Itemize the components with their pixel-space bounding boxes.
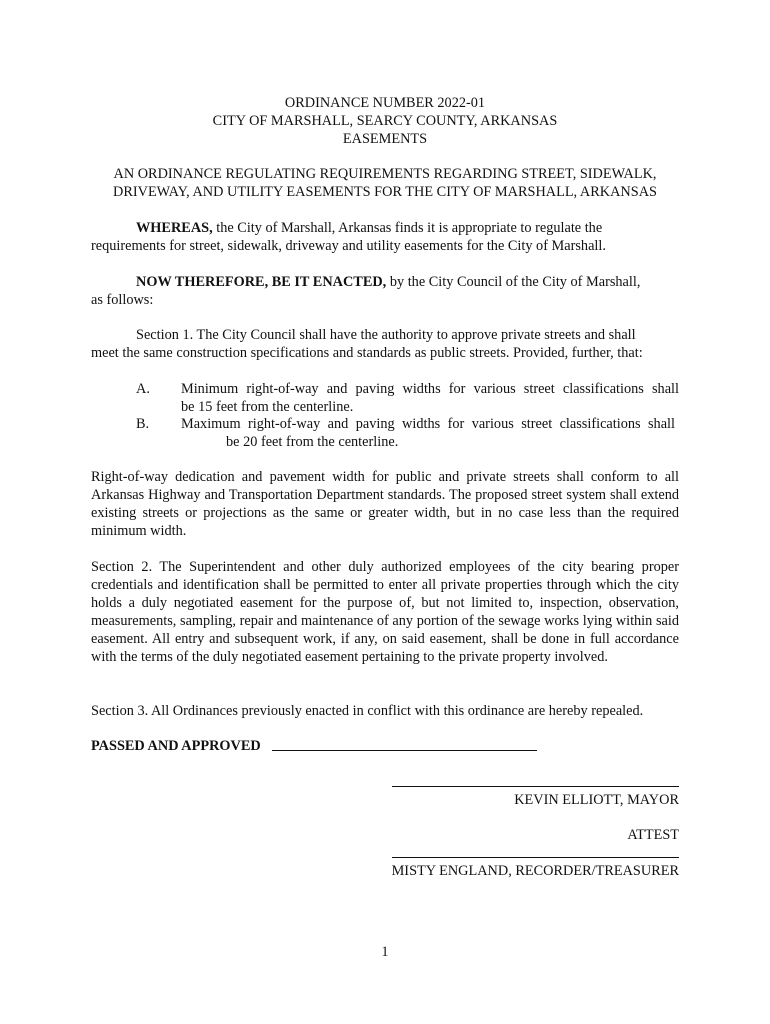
city-county-state: CITY OF MARSHALL, SEARCY COUNTY, ARKANSAS	[212, 113, 558, 129]
whereas-lead: WHEREAS,	[136, 220, 213, 236]
item-b-line-2: be 20 feet from the centerline.	[226, 434, 399, 450]
item-a-line-1: Minimum right-of-way and paving widths for various street classifications shall	[181, 381, 679, 397]
item-b-line-1: Maximum right-of-way and paving widths for various street classifications shall	[181, 416, 675, 432]
right-of-way-paragraph: Right-of-way dedication and pavement width for public and private streets shall conform to all Arkansas Highway and Transportation Department standards. The proposed street system shall extend existing streets or projections as the same or greater width, but in no case less than the required minimum width.	[91, 469, 679, 539]
enacted-lead: NOW THEREFORE, BE IT ENACTED,	[136, 274, 387, 290]
section-2-paragraph: Section 2. The Superintendent and other duly authorized employees of the city bearing proper credentials and identification shall be permitted to enter all private properties through which the city holds a duly negotiated easement for the purpose of, but not limited to, inspection, observation, measurements, sampling, repair and maintenance of any portion of the sewage works lying within said easement. All entry and subsequent work, if any, on said easement, shall be done in full accordance with the terms of the duly negotiated easement pertaining to the private property involved.	[91, 559, 679, 665]
enacted-line-1	[136, 273, 640, 291]
item-a-marker: A.	[136, 381, 150, 397]
section-1-line-2: meet the same construction specifications and standards as public streets. Provided, further, that:	[91, 345, 643, 361]
item-b-marker: B.	[136, 416, 150, 432]
enacted-text: by the City Council of the City of Marshall,	[386, 274, 641, 290]
ordinance-title-line-2: DRIVEWAY, AND UTILITY EASEMENTS FOR THE CITY OF MARSHALL, ARKANSAS	[113, 184, 657, 200]
enacted-line-2: as follows:	[91, 292, 154, 308]
document-subject: EASEMENTS	[342, 131, 428, 147]
ordinance-number: ORDINANCE NUMBER 2022-01	[284, 95, 486, 111]
attest-label: ATTEST	[627, 827, 679, 843]
passed-approved-label: PASSED AND APPROVED	[91, 738, 261, 754]
recorder-name: MISTY ENGLAND, RECORDER/TREASURER	[391, 863, 679, 879]
mayor-signature-line	[392, 786, 679, 787]
passed-date-line	[272, 750, 537, 751]
section-3-paragraph: Section 3. All Ordinances previously enacted in conflict with this ordinance are hereby repealed.	[91, 703, 644, 719]
whereas-text: the City of Marshall, Arkansas finds it is appropriate to regulate the	[212, 220, 603, 236]
ordinance-title-line-1: AN ORDINANCE REGULATING REQUIREMENTS REGARDING STREET, SIDEWALK,	[113, 166, 657, 182]
item-a-line-2: be 15 feet from the centerline.	[181, 399, 354, 415]
whereas-line-2: requirements for street, sidewalk, driveway and utility easements for the City of Marshall.	[91, 238, 606, 254]
recorder-signature-line	[392, 857, 679, 858]
page-number: 1	[381, 944, 389, 960]
passed-approved	[91, 737, 261, 755]
mayor-name: KEVIN ELLIOTT, MAYOR	[514, 792, 679, 808]
whereas-line-1	[136, 219, 602, 237]
section-1-line-1: Section 1. The City Council shall have the authority to approve private streets and shall	[136, 327, 636, 343]
